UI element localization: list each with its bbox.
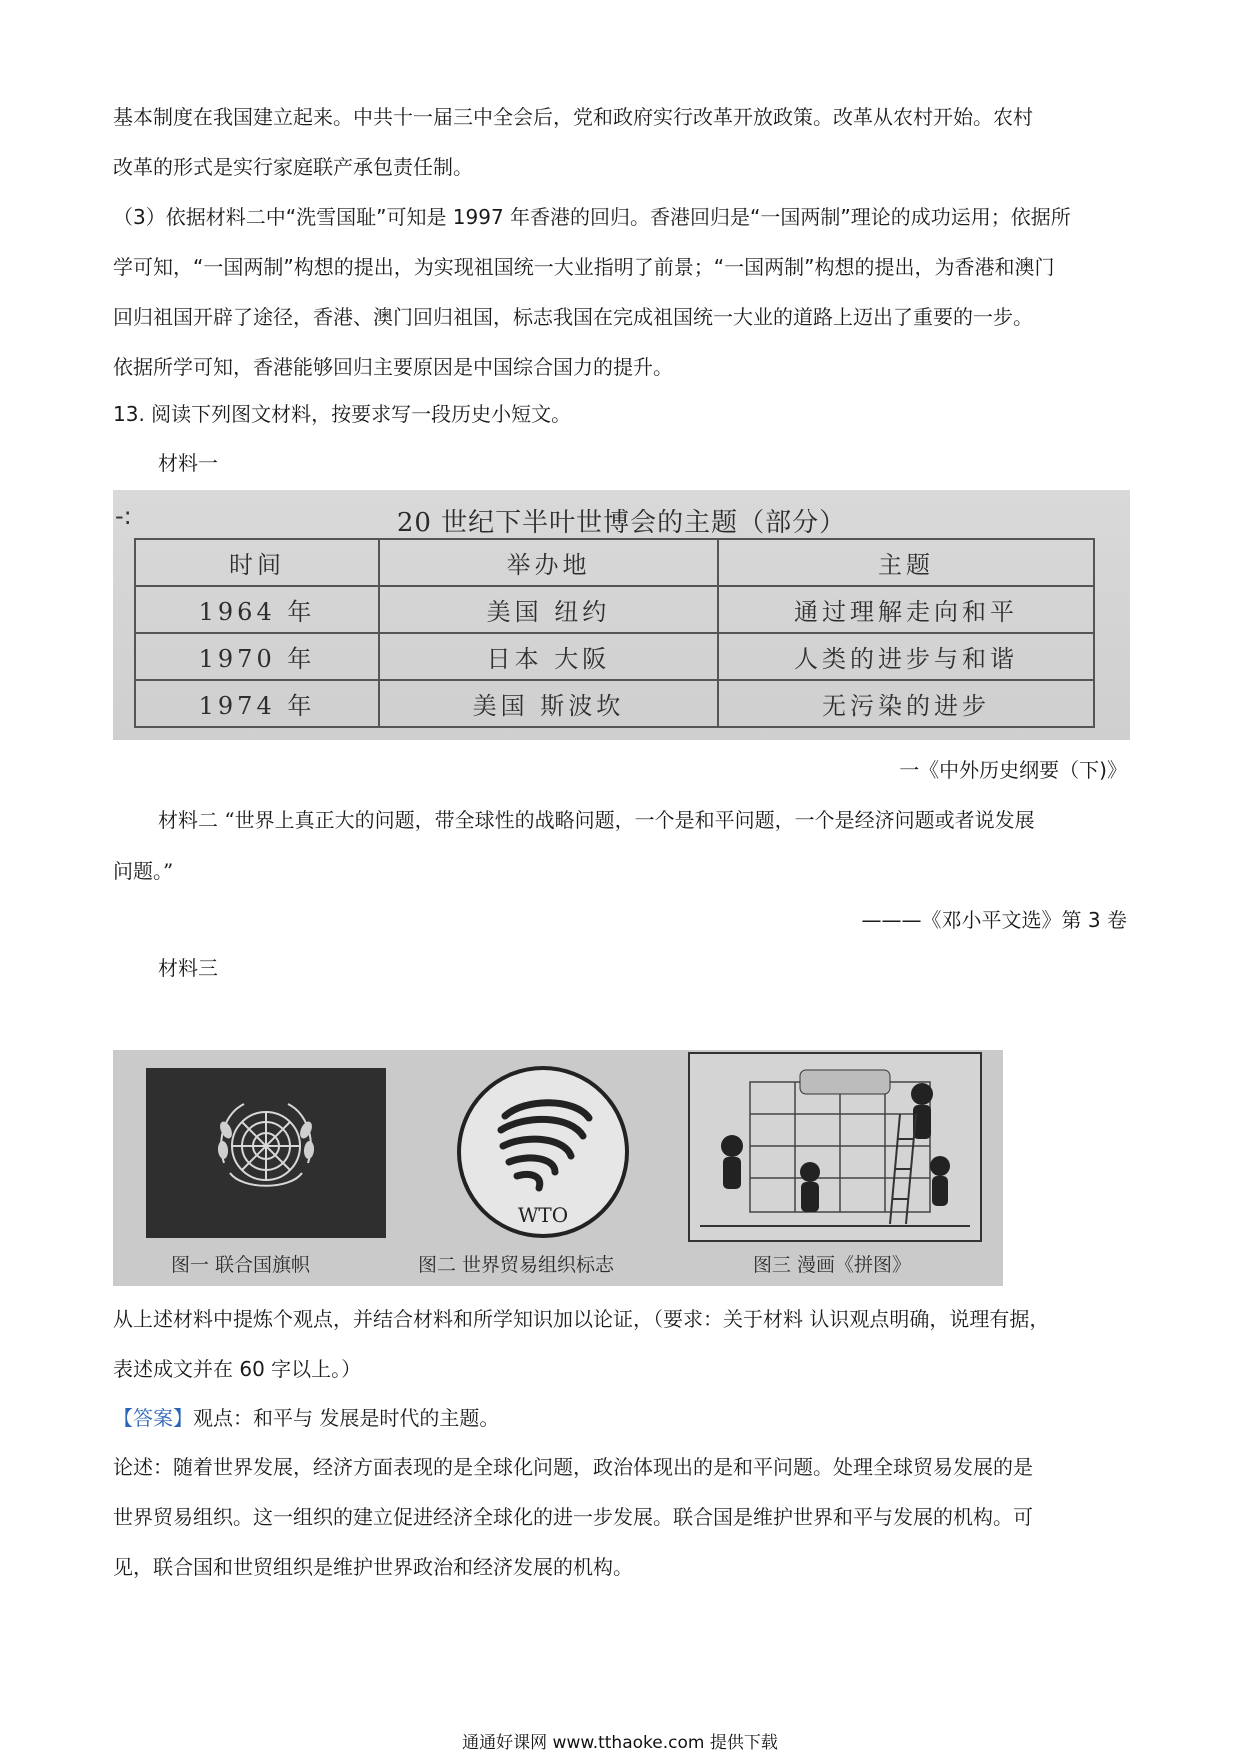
answer-text-line: 基本制度在我国建立起来。中共十一届三中全会后，党和政府实行改革开放政策。改革从农村开始。农村 xyxy=(113,105,1033,129)
material-two-source: ———《邓小平文选》第 3 卷 xyxy=(861,908,1127,932)
answer-text-line: 改革的形式是实行家庭联产承包责任制。 xyxy=(113,155,473,179)
material-two-line: 问题。” xyxy=(113,859,174,883)
table-corner-mark: -: xyxy=(115,502,132,530)
material-one-table-image xyxy=(113,490,1130,740)
material-two-line: 材料二 “世界上真正大的问题，带全球性的战略问题，一个是和平问题，一个是经济问题或者说发展 xyxy=(158,808,1035,832)
answer-text-line: 论述：随着世界发展，经济方面表现的是全球化问题，政治体现出的是和平问题。处理全球贸易发展的是 xyxy=(113,1455,1033,1479)
requirement-line: 表述成文并在 60 字以上。） xyxy=(113,1357,362,1381)
table-cell: 美国 纽约 xyxy=(379,586,718,633)
answer-tag: 【答案】 xyxy=(113,1406,193,1430)
expo-themes-table xyxy=(134,538,1095,728)
page-footer: 通通好课网 www.tthaoke.com 提供下载 xyxy=(462,1733,778,1753)
cartoon-drawing xyxy=(690,1054,980,1240)
table-row xyxy=(135,586,1094,633)
figure-caption: 图二 世界贸易组织标志 xyxy=(418,1254,615,1276)
material-three-label: 材料三 xyxy=(158,956,218,980)
answer-text-line: 世界贸易组织。这一组织的建立促进经济全球化的进一步发展。联合国是维护世界和平与发展的机构。可 xyxy=(113,1505,1033,1529)
answer-viewpoint xyxy=(113,1404,499,1432)
answer-text-line: 回归祖国开辟了途径，香港、澳门回归祖国，标志我国在完成祖国统一大业的道路上迈出了重要的一步。 xyxy=(113,305,1033,329)
requirement-line: 从上述材料中提炼个观点，并结合材料和所学知识加以论证，（要求：关于材料 认识观点明确，说理有据， xyxy=(113,1307,1050,1331)
figure-caption: 图三 漫画《拼图》 xyxy=(753,1254,912,1276)
puzzle-cartoon-image xyxy=(688,1052,982,1242)
un-emblem-icon xyxy=(146,1068,386,1238)
viewpoint-text: 观点：和平与 发展是时代的主题。 xyxy=(193,1406,500,1430)
answer-text-line: 见，联合国和世贸组织是维护世界政治和经济发展的机构。 xyxy=(113,1555,633,1579)
table-row xyxy=(135,633,1094,680)
material-one-label: 材料一 xyxy=(158,451,218,475)
table-caption: 20 世纪下半叶世博会的主题（部分） xyxy=(396,508,847,538)
table-header-cell: 时间 xyxy=(135,539,379,586)
table-header-row xyxy=(135,539,1094,586)
table-cell: 人类的进步与和谐 xyxy=(718,633,1094,680)
table-cell: 无污染的进步 xyxy=(718,680,1094,727)
table-cell: 通过理解走向和平 xyxy=(718,586,1094,633)
table-cell: 1974 年 xyxy=(135,680,379,727)
answer-text-line: 学可知，“一国两制”构想的提出，为实现祖国统一大业指明了前景；“一国两制”构想的提出，为香港和澳门 xyxy=(113,255,1055,279)
table-cell: 日本 大阪 xyxy=(379,633,718,680)
answer-text-line: 依据所学可知，香港能够回归主要原因是中国综合国力的提升。 xyxy=(113,355,673,379)
material-one-source: 一《中外历史纲要（下)》 xyxy=(899,758,1127,782)
table-cell: 1964 年 xyxy=(135,586,379,633)
table-header-cell: 主题 xyxy=(718,539,1094,586)
table-cell: 美国 斯波坎 xyxy=(379,680,718,727)
table-cell: 1970 年 xyxy=(135,633,379,680)
figure-caption: 图一 联合国旗帜 xyxy=(171,1254,311,1276)
wto-logo-text: WTO xyxy=(517,1203,569,1227)
un-flag-image xyxy=(146,1068,386,1238)
wto-logo-image xyxy=(443,1058,643,1248)
table-row xyxy=(135,680,1094,727)
table-header-cell: 举办地 xyxy=(379,539,718,586)
answer-text-line: （3）依据材料二中“洗雪国耻”可知是 1997 年香港的回归。香港回归是“一国两制”理论的成功运用；依据所 xyxy=(113,205,1071,229)
question-title: 13. 阅读下列图文材料，按要求写一段历史小短文。 xyxy=(113,402,572,426)
material-three-image xyxy=(113,1050,1003,1286)
wto-logo-icon xyxy=(443,1058,643,1248)
